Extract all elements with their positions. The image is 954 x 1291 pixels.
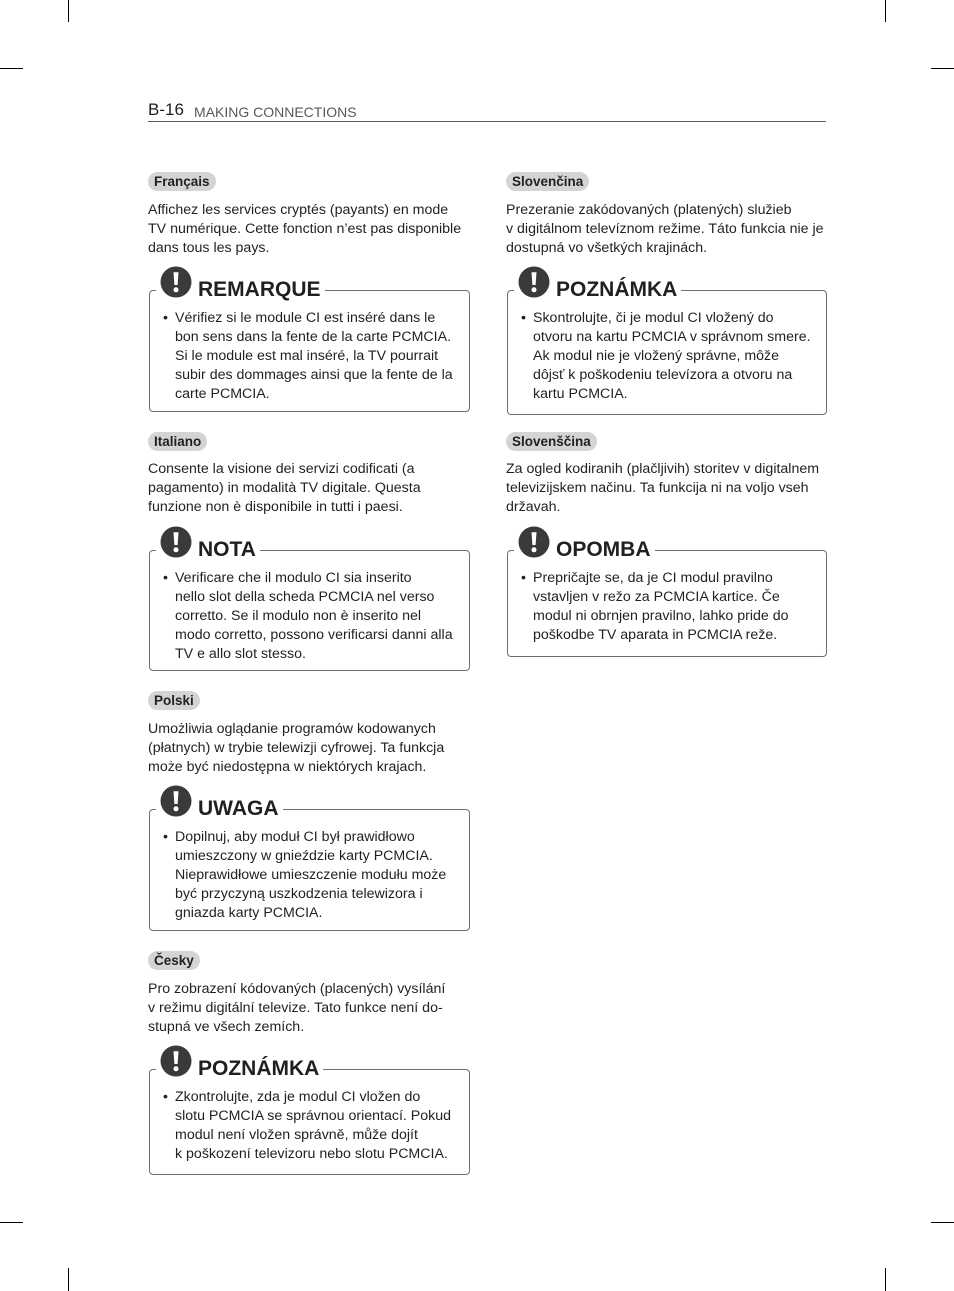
bullet-marker xyxy=(163,569,168,588)
note-header xyxy=(156,1045,323,1081)
note-title: REMARQUE xyxy=(198,278,321,301)
note-bullet-item xyxy=(175,1088,451,1164)
note-header xyxy=(156,785,283,821)
crop-mark-bottom-left-vertical xyxy=(68,1268,69,1291)
note-bullet-text: Dopilnuj, aby moduł CI był prawidłowo umieszczony w gnieździe karty PCMCIA. Nieprawidłowe umieszczenie modułu może być przyczyną uszkodzenia telewizora i gniazda karty PCMCIA. xyxy=(175,829,447,921)
crop-mark-bottom-right-horizontal xyxy=(931,1222,954,1223)
note-box-cesky xyxy=(149,1057,470,1175)
note-bullet-item xyxy=(533,309,811,404)
note-bullet-item xyxy=(175,569,453,664)
note-box-italiano xyxy=(149,538,470,671)
note-header xyxy=(156,526,260,562)
note-box-polski xyxy=(149,797,470,931)
note-header xyxy=(514,526,655,562)
note-box-slovenscina xyxy=(507,538,827,657)
note-bullet-text: Zkontrolujte, zda je modul CI vložen do slotu PCMCIA se správnou orientací. Pokud modul není vložen správně, může dojít k poškození televizoru nebo slotu PCMCIA. xyxy=(175,1089,452,1162)
note-bullet-item xyxy=(175,309,453,404)
exclamation-circle-icon xyxy=(160,1045,192,1077)
note-title: POZNÁMKA xyxy=(198,1057,320,1080)
description-cesky: Pro zobrazení kódovaných (placených) vysílání v režimu digitální televize. Tato funkce není do- stupná ve všech zemích. xyxy=(148,981,446,1035)
note-bullet-text: Skontrolujte, či je modul CI vložený do otvoru na kartu PCMCIA v správnom smere. Ak modul nie je vložený správne, môže dôjsť k poškodeniu televízora a otvoru na kartu PCMCIA. xyxy=(533,310,811,402)
note-title: NOTA xyxy=(198,538,256,561)
language-badge-francais: Français xyxy=(148,172,216,191)
language-badge-polski: Polski xyxy=(148,691,200,710)
note-bullet-text: Verificare che il modulo CI sia inserito nello slot della scheda PCMCIA nel verso corretto. Se il modulo non è inserito nel modo corretto, possono verificarsi danni alla TV e allo slot stesso. xyxy=(175,570,453,662)
description-francais: Affichez les services cryptés (payants) en mode TV numérique. Cette fonction n’est pas disponible dans tous les pays. xyxy=(148,202,462,256)
note-bullet-item xyxy=(533,569,789,645)
bullet-marker xyxy=(163,1088,168,1107)
language-badge-cesky: Česky xyxy=(148,951,200,970)
exclamation-circle-icon xyxy=(518,266,550,298)
crop-mark-bottom-left-horizontal xyxy=(0,1222,23,1223)
note-box-slovencina xyxy=(507,278,827,415)
bullet-marker xyxy=(163,828,168,847)
exclamation-circle-icon xyxy=(518,526,550,558)
note-bullet-item xyxy=(175,828,446,923)
crop-mark-top-left-horizontal xyxy=(0,68,23,69)
description-slovencina: Prezeranie zakódovaných (platených) služieb v digitálnom televíznom režime. Táto funkcia nie je dostupná vo všetkých krajinách. xyxy=(506,202,824,256)
bullet-marker xyxy=(521,309,526,328)
note-box-francais xyxy=(149,278,470,412)
header-rule xyxy=(148,121,826,122)
crop-mark-bottom-right-vertical xyxy=(885,1268,886,1291)
section-title: MAKING CONNECTIONS xyxy=(194,104,357,120)
note-title: OPOMBA xyxy=(556,538,651,561)
crop-mark-top-right-horizontal xyxy=(931,68,954,69)
description-slovenscina: Za ogled kodiranih (plačljivih) storitev v digitalnem televizijskem načinu. Ta funkcija ni na voljo vseh državah. xyxy=(506,461,820,515)
bullet-marker xyxy=(163,309,168,328)
bullet-marker xyxy=(521,569,526,588)
note-title: UWAGA xyxy=(198,797,279,820)
description-italiano: Consente la visione dei servizi codificati (a pagamento) in modalità TV digitale. Questa funzione non è disponibile in tutti i paesi. xyxy=(148,461,421,515)
note-bullet-text: Vérifiez si le module CI est inséré dans le bon sens dans la fente de la carte PCMCIA. Si le module est mal inséré, la TV pourrait subir des dommages ainsi que la fente de la carte PCMCIA. xyxy=(175,310,453,402)
crop-mark-top-left-vertical xyxy=(68,0,69,22)
note-title: POZNÁMKA xyxy=(556,278,678,301)
description-polski: Umożliwia oglądanie programów kodowanych (płatnych) w trybie telewizji cyfrowej. Ta funkcja może być niedostępna w niektórych krajach. xyxy=(148,721,445,775)
note-header xyxy=(156,266,325,302)
crop-mark-top-right-vertical xyxy=(885,0,886,22)
exclamation-circle-icon xyxy=(160,526,192,558)
language-badge-slovenscina: Slovenščina xyxy=(506,432,597,451)
exclamation-circle-icon xyxy=(160,266,192,298)
page-number: B-16 xyxy=(148,100,184,119)
note-header xyxy=(514,266,681,302)
language-badge-slovencina: Slovenčina xyxy=(506,172,589,191)
exclamation-circle-icon xyxy=(160,785,192,817)
language-badge-italiano: Italiano xyxy=(148,432,207,451)
note-bullet-text: Prepričajte se, da je CI modul pravilno vstavljen v režo za PCMCIA kartice. Če modul ni obrnjen pravilno, lahko pride do poškodbe TV aparata in PCMCIA reže. xyxy=(533,570,789,643)
